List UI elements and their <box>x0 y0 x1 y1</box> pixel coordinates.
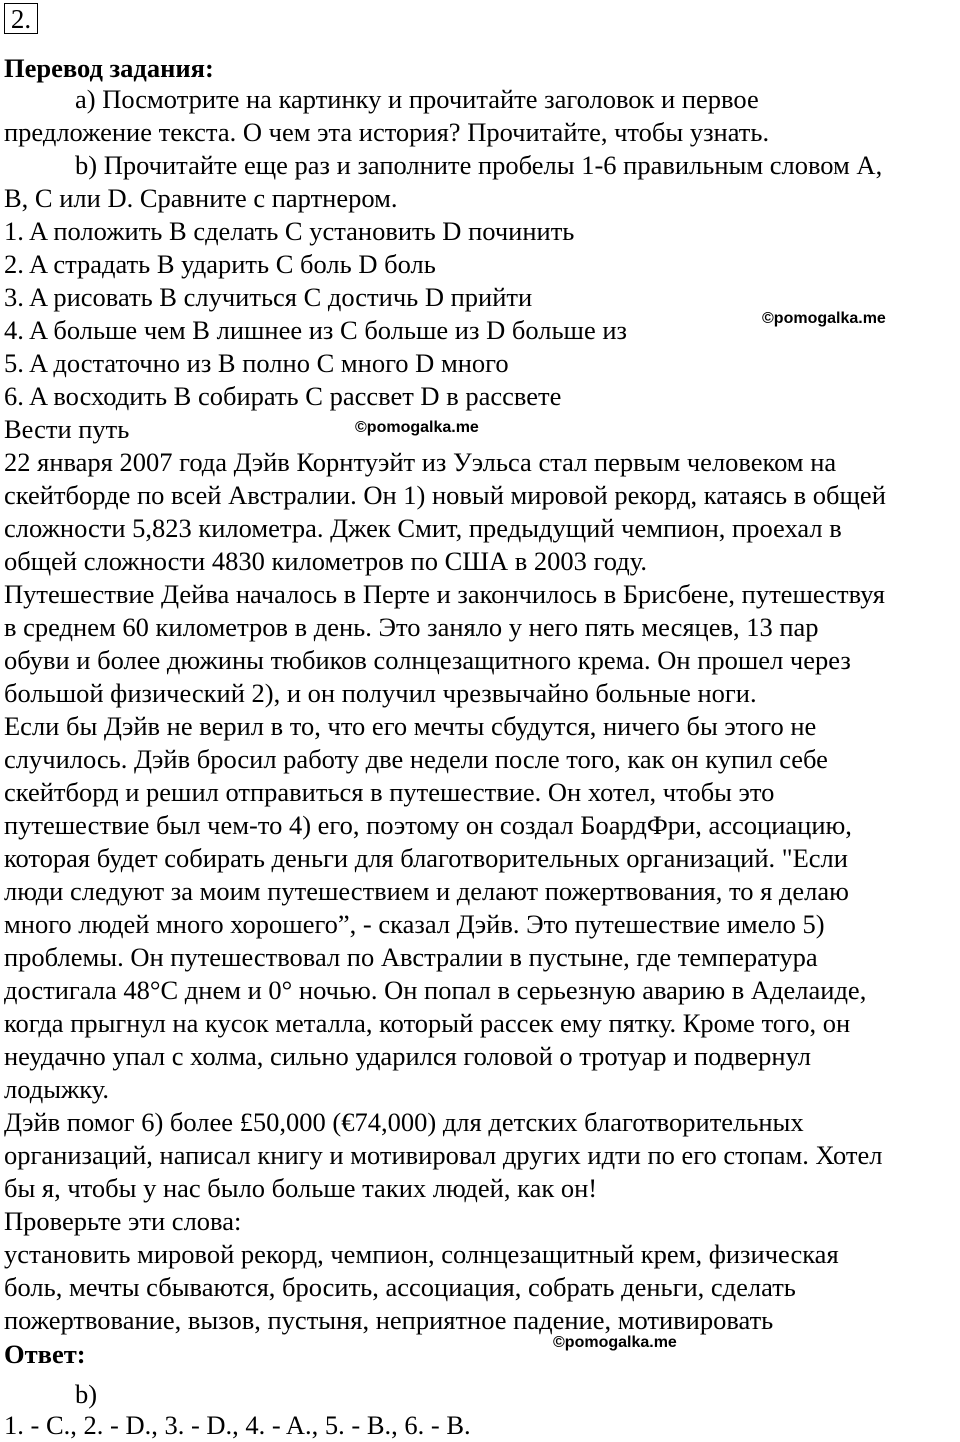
check-words-heading: Проверьте эти слова: <box>4 1206 242 1236</box>
intro-line: a) Посмотрите на картинку и прочитайте заголовок и первое <box>75 84 759 114</box>
story-line: 22 января 2007 года Дэйв Корнтуэйт из Уэльса стал первым человеком на <box>4 447 837 477</box>
story-line: Дэйв помог 6) более £50,000 (€74,000) для детских благотворительных <box>4 1107 804 1137</box>
option-line: 5. A достаточно из B полно C много D много <box>4 348 509 378</box>
story-line: Путешествие Дейва началось в Перте и закончилось в Брисбене, путешествуя <box>4 579 885 609</box>
story-line: лодыжку. <box>4 1074 110 1104</box>
translation-heading: Перевод задания: <box>4 53 214 83</box>
option-line: 1. A положить B сделать C установить D починить <box>4 216 575 246</box>
story-line: организаций, написал книгу и мотивировал других идти по его стопам. Хотел <box>4 1140 883 1170</box>
story-line: путешествие был чем-то 4) его, поэтому он создал БоардФри, ассоциацию, <box>4 810 852 840</box>
story-line: бы я, чтобы у нас было больше таких людей, как он! <box>4 1173 598 1203</box>
story-line: проблемы. Он путешествовал по Австралии в пустыне, где температура <box>4 942 818 972</box>
story-line: люди следуют за моим путешествием и делают пожертвования, то я делаю <box>4 876 849 906</box>
check-words-line: боль, мечты сбываются, бросить, ассоциация, собрать деньги, сделать <box>4 1272 796 1302</box>
story-line: много людей много хорошего”, - сказал Дэйв. Это путешествие имело 5) <box>4 909 825 939</box>
intro-line: предложение текста. О чем эта история? Прочитайте, чтобы узнать. <box>4 117 770 147</box>
intro-line: b) Прочитайте еще раз и заполните пробелы 1-6 правильным словом A, <box>75 150 883 180</box>
story-line: Если бы Дэйв не верил в то, что его мечты сбудутся, ничего бы этого не <box>4 711 817 741</box>
story-line: в среднем 60 километров в день. Это заняло у него пять месяцев, 13 пар <box>4 612 819 642</box>
option-line: 4. A больше чем B лишнее из C больше из D больше из <box>4 315 627 345</box>
intro-line: B, C или D. Сравните с партнером. <box>4 183 398 213</box>
answer-line: 1. - C., 2. - D., 3. - D., 4. - A., 5. - B., 6. - B. <box>4 1410 471 1440</box>
check-words-line: установить мировой рекорд, чемпион, солнцезащитный крем, физическая <box>4 1239 839 1269</box>
option-line: 2. A страдать B ударить C боль D боль <box>4 249 436 279</box>
story-line: скейтборде по всей Австралии. Он 1) новый мировой рекорд, катаясь в общей <box>4 480 886 510</box>
watermark: ©pomogalka.me <box>762 310 886 327</box>
answer-part-label: b) <box>75 1379 98 1409</box>
story-line: сложности 5,823 километра. Джек Смит, предыдущий чемпион, проехал в <box>4 513 842 543</box>
story-line: большой физический 2), и он получил чрезвычайно больные ноги. <box>4 678 757 708</box>
story-line: обуви и более дюжины тюбиков солнцезащитного крема. Он прошел через <box>4 645 851 675</box>
task-number-box: 2. <box>4 3 38 34</box>
watermark: ©pomogalka.me <box>553 1334 677 1351</box>
story-line: неудачно упал с холма, сильно ударился головой о тротуар и подвернул <box>4 1041 811 1071</box>
story-line: общей сложности 4830 километров по США в 2003 году. <box>4 546 647 576</box>
story-title: Вести путь <box>4 414 130 444</box>
check-words-line: пожертвование, вызов, пустыня, неприятное падение, мотивировать <box>4 1305 774 1335</box>
story-line: случилось. Дэйв бросил работу две недели после того, как он купил себе <box>4 744 828 774</box>
watermark: ©pomogalka.me <box>355 419 479 436</box>
story-line: скейтборд и решил отправиться в путешествие. Он хотел, чтобы это <box>4 777 775 807</box>
story-line: достигала 48°С днем и 0° ночью. Он попал в серьезную аварию в Аделаиде, <box>4 975 867 1005</box>
option-line: 6. A восходить B собирать C рассвет D в рассвете <box>4 381 562 411</box>
story-line: которая будет собирать деньги для благотворительных организаций. "Если <box>4 843 848 873</box>
story-line: когда прыгнул на кусок металла, который рассек ему пятку. Кроме того, он <box>4 1008 851 1038</box>
option-line: 3. A рисовать B случиться C достичь D прийти <box>4 282 533 312</box>
answer-heading: Ответ: <box>4 1339 86 1369</box>
